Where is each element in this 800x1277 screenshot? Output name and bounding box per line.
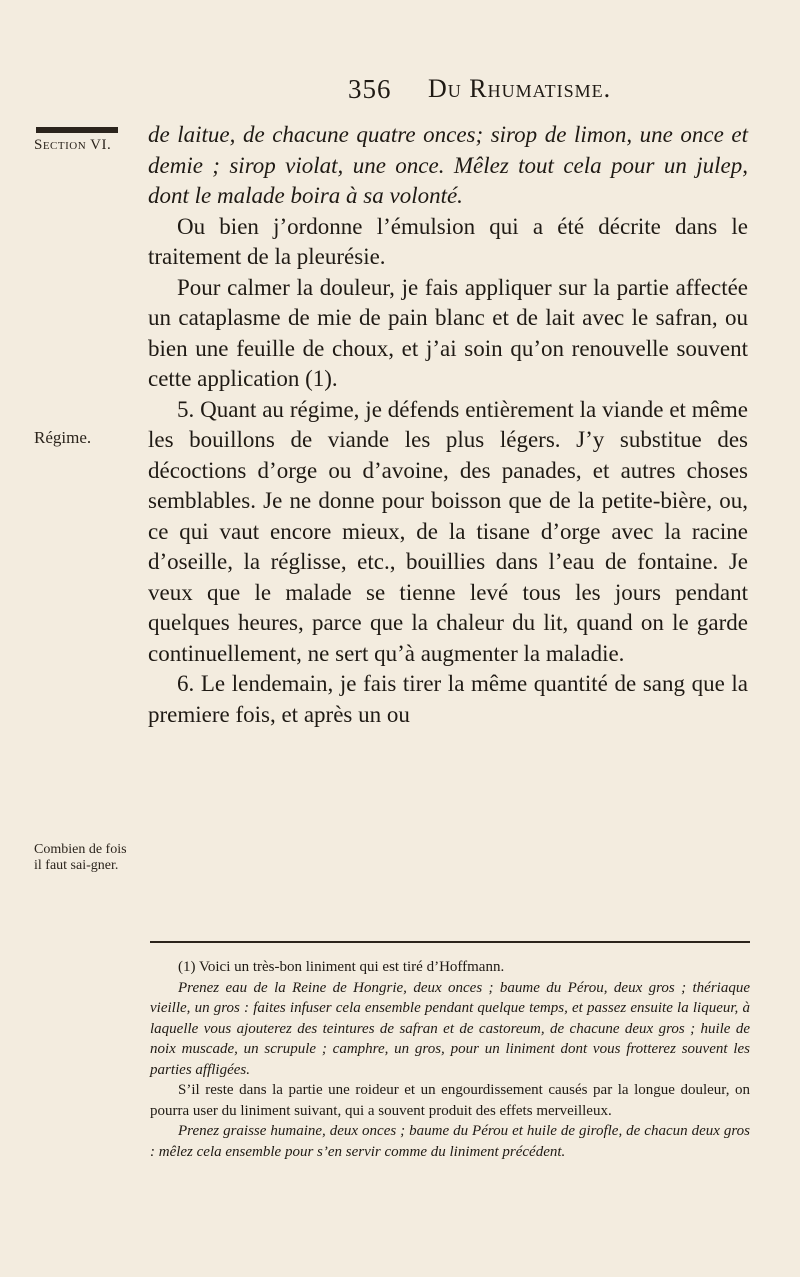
running-head <box>0 74 800 114</box>
margin-note-regime: Régime. <box>34 428 92 447</box>
margin-note-section: Section VI. <box>34 137 112 153</box>
paragraph-emulsion: Ou bien j’ordonne l’émulsion qui a été décrite dans le traitement de la pleurésie. <box>148 213 748 269</box>
paragraph-regime: 5. Quant au régime, je défends entièrement la viande et même les bouillons de viande les plus légers. J’y substitue des décoctions d’orge ou d’avoine, des panades, et autres choses semblables. Je ne donne pour boisson que de la petite-bière, ou, ce qui vaut encore mieux, de la tisane d’orge avec la racine d’oseille, la réglisse, etc., bouillies dans l’eau de fontaine. Je veux que le malade se tienne levé tous les jours pendant quelques heures, parce que la chaleur du lit, quand on le garde continuellement, ne sert qu’à augmenter la maladie. <box>148 396 748 666</box>
main-text <box>148 120 748 730</box>
paragraph-lendemain: 6. Le lendemain, je fais tirer la même quantité de sang que la premiere fois, et après un ou <box>148 671 748 727</box>
footnotes <box>150 957 750 1162</box>
footnote-recipe-2: Prenez graisse humaine, deux onces ; baume du Pérou et huile de girofle, de chacun deux gros : mêlez cela ensemble pour s’en servir comme du liniment précédent. <box>150 1123 750 1160</box>
recipe-continuation: de laitue, de chacune quatre onces; sirop de limon, une once et demie ; sirop violat, une once. Mêlez tout cela pour un julep, dont le malade boira à sa volonté. <box>148 122 748 208</box>
paragraph-calmer: Pour calmer la douleur, je fais appliquer sur la partie affectée un cataplasme de mie de pain blanc et de lait avec le safran, ou bien une feuille de choux, et j’ai soin qu’on renouvelle souvent cette application (1). <box>148 274 748 391</box>
footnote-note-2: S’il reste dans la partie une roideur et un engourdissement causés par la longue douleur, on pourra user du liniment suivant, qui a souvent produit des effets merveilleux. <box>150 1082 750 1119</box>
running-title: Du Rhumatisme. <box>428 74 612 103</box>
footnote-recipe-1: Prenez eau de la Reine de Hongrie, deux onces ; baume du Pérou, deux gros ; thériaque vieille, un gros : faites infuser cela ensemble pendant quelque temps, et passez ensuite la liqueur, à laquelle vous ajouterez des teintures de safran et de castoreum, de chacune deux gros ; huile de noix muscade, un scrupule ; camphre, un gros, pour un liniment dont vous frotterez souvent les parties affligées. <box>150 979 750 1078</box>
margin-note-combien: Combien de fois il faut sai-gner. <box>34 842 127 873</box>
page-number: 356 <box>348 74 392 104</box>
section-rule <box>36 127 118 133</box>
footnote-rule <box>150 941 750 943</box>
footnote-intro: (1) Voici un très-bon liniment qui est tiré d’Hoffmann. <box>178 959 505 975</box>
